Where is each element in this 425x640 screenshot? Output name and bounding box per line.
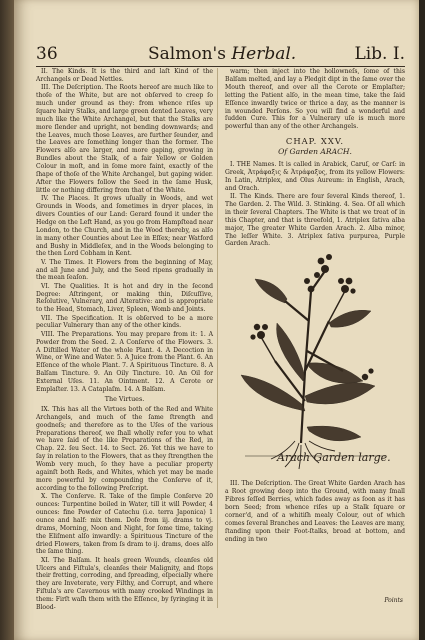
chapter-number: CHAP. XXV.: [285, 136, 345, 147]
left-column: [36, 68, 213, 612]
paragraph: I. THE Names. It is called in Arabick, Caruſ, or Carſ: in Greek, Ἀτράφαξις & Ἀτράφαξυς, from its yellow Flowers: In Latin, Atriplex, and Olus Aureum: in English, Arach, and Orach.: [225, 161, 405, 192]
column-divider: [217, 68, 218, 608]
paragraph: VI. The Qualities. It is hot and dry in the ſecond Degree: Aſtringent, or making thin, Diſcuſſive, Reſolutive, Vulnerary, and Alterative: and is appropriate to the Head, Stomach, Liver, Spleen, Womb and Joints.: [36, 282, 213, 314]
catchword: Points: [384, 597, 403, 604]
paragraph: III. The Deſcription. The Great White Garden Arach has a Root growing deep into the Ground, with many ſmall Fibres ſeſſed Berries, which fades away as ſoon as it has born Seed; from whence riſes up a Stalk ſquare or corner'd, and of a whitiſh mealy Colour, out of which comes ſeveral Branches and Leaves: the Leaves are many, ſtanding upon their Foot-ſtalks, broad at bottom, and ending in two: [225, 480, 405, 543]
running-title: [148, 44, 296, 64]
figure-caption: Arach Garden large.: [277, 451, 391, 465]
page-number: 36: [36, 44, 58, 64]
arach-woodcut-illustration: [225, 251, 405, 476]
paragraph: IX. This has all the Virtues both of the Red and White Archangels, and much of the ſame ſtrength and goodneſs; and therefore as to the Uſes of the various Preparations thereof, we ſhall wholly refer you to what we have ſaid of the like Preparations of the Red, in Chap. 22. ſeu Sect. 14. to Sect. 26. Yet this we have to ſay in relation to the Flowers, that as they ſtrengthen the Womb very much, ſo they have a peculiar property againſt both Reds, and Whites, which yet may be made more powerful by compounding the Conſerve of it, according to the following Preſcript.: [36, 405, 213, 492]
running-title-italic: Herbal.: [231, 44, 297, 64]
book-page: [14, 0, 419, 640]
page-header: [36, 44, 405, 67]
book-number: Lib. I.: [354, 44, 405, 64]
paragraph: warm; then inject into the hollowneſs, ſome of this Balſam melted, and lay a Pledgit dipt in the ſame over the Mouth thereof, and over all the Cerote or Emplaſter; letting the Patient alſo, in the mean time, take the ſaid Eſſence inwardly twice or thrice a day, as the manner is in wounded Perſons. So you will find a wonderful and ſudden Cure. This for a Vulnerary uſe is much more powerful than any of the other Archangels.: [225, 68, 405, 131]
right-column: [225, 68, 405, 544]
arach-plant-drawing: [225, 251, 405, 476]
paragraph: IV. The Places. It grows uſually in Woods, and wet Grounds in Woods, and ſometimes in dryer places, in divers Counties of our Land: Gerard found it under the Hedge on the Left Hand, as you go from Hampſtead near London, to the Church, and in the Wood thereby, as alſo in many other Counties about Lee in Eſſex; near Watford and Bushy in Middleſex, and in the Woods belonging to the then Lord Cobham in Kent.: [36, 195, 213, 258]
paragraph: VII. The Specification. It is obſerved to be a more peculiar Vulnerary than any of the other kinds.: [36, 314, 213, 330]
paragraph: V. The Times. It Flowers from the beginning of May, and all June and July, and the Seed ripens gradually in the mean ſeaſon.: [36, 258, 213, 282]
paragraph: III. The Deſcription. The Roots hereof are much like to thoſe of the White, but are not obſerved to creep ſo much under ground as they: from whence riſes up ſquare hairy Stalks, and large green dented Leaves, very much like the White Archangel, but that the Stalks are more ſlender and upright, not bending downwards; and the Leaves, much those Leaves, are further ſeunder, and the Leaves are ſomething longer than the former. The Flowers alſo are larger, and more gaping, growing in Bundles about the Stalk, of a fair Yellow or Golden Colour in moſt, and in ſome more faint, exactly of the ſhape of thoſe of the White Archangel, but gaping wider. After the Flowers follow the Seed in the ſame Husk, little or nothing differing from that of the White.: [36, 84, 213, 194]
chapter-title: Of Garden ARACH.: [278, 147, 352, 157]
running-title-name: Salmon's: [148, 44, 226, 64]
paragraph: VIII. The Preparations. You may prepare from it: 1. A Powder from the Seed. 2. A Conſerve of the Flowers. 3. A Diſtilled Water of the whole Plant. 4. A Decoction in Wine, or Wine and Water. 5. A Juice from the Plant. 6. An Eſſence of the whole Plant. 7. A Spirituous Tincture. 8. A Balſam Tincture. 9. An Oily Tincture. 10. An Oil for External Uſes. 11. An Ointment. 12. A Cerote or Emplaſter. 13. A Cataplaſm. 14. A Balſam.: [36, 330, 213, 394]
book-gutter: [0, 0, 14, 640]
paragraph: II. The Kinds. It is the third and laſt Kind of the Archangels or Dead Nettles.: [36, 68, 213, 83]
paragraph: II. The Kinds. There are four ſeveral Kinds thereof, 1. The Garden. 2. The Wild. 3. Stinking. 4. Sea. Of all which in their ſeveral Chapters. The White is that we treat of in this Chapter, and that is threefold, 1. Atriplex ſativa alba major, The greater White Garden Arach. 2. Alba minor, The leſſer White. 3. Atriplex ſativa purpurea, Purple Garden Arach.: [225, 192, 405, 248]
paragraph: XI. The Balſam. It heals green Wounds, cleanſes old Ulcers and Fiſtula's, cleanſes their Malignity, and ſtops their fretting, corroding, and ſpreading, eſpecially where they are Inveterate, very Filthy, and Corrupt, and where Fiſtula's are Cavernous with many crooked Windings in them: Firſt waſh them with the Eſſence, by ſyringing it in Blood-: [36, 556, 213, 612]
section-heading: The Virtues.: [104, 394, 145, 403]
paragraph: X. The Conſerve. R. Take of the ſimple Conſerve 20 ounces: Turpentine boiled in Water, till it will Powder, 4 ounces: fine Powder of Catechu (i.e. terra Japonica) 1 ounce and half: mix them. Doſe from iij. drams to vj. drams, Morning, Noon and Night, for ſome time, taking the Eliſment alſo inwardly: a Spirituous Tincture of the dried Flowers, taken from ſs dram to ij. drams, does alſo the ſame thing.: [36, 493, 213, 556]
